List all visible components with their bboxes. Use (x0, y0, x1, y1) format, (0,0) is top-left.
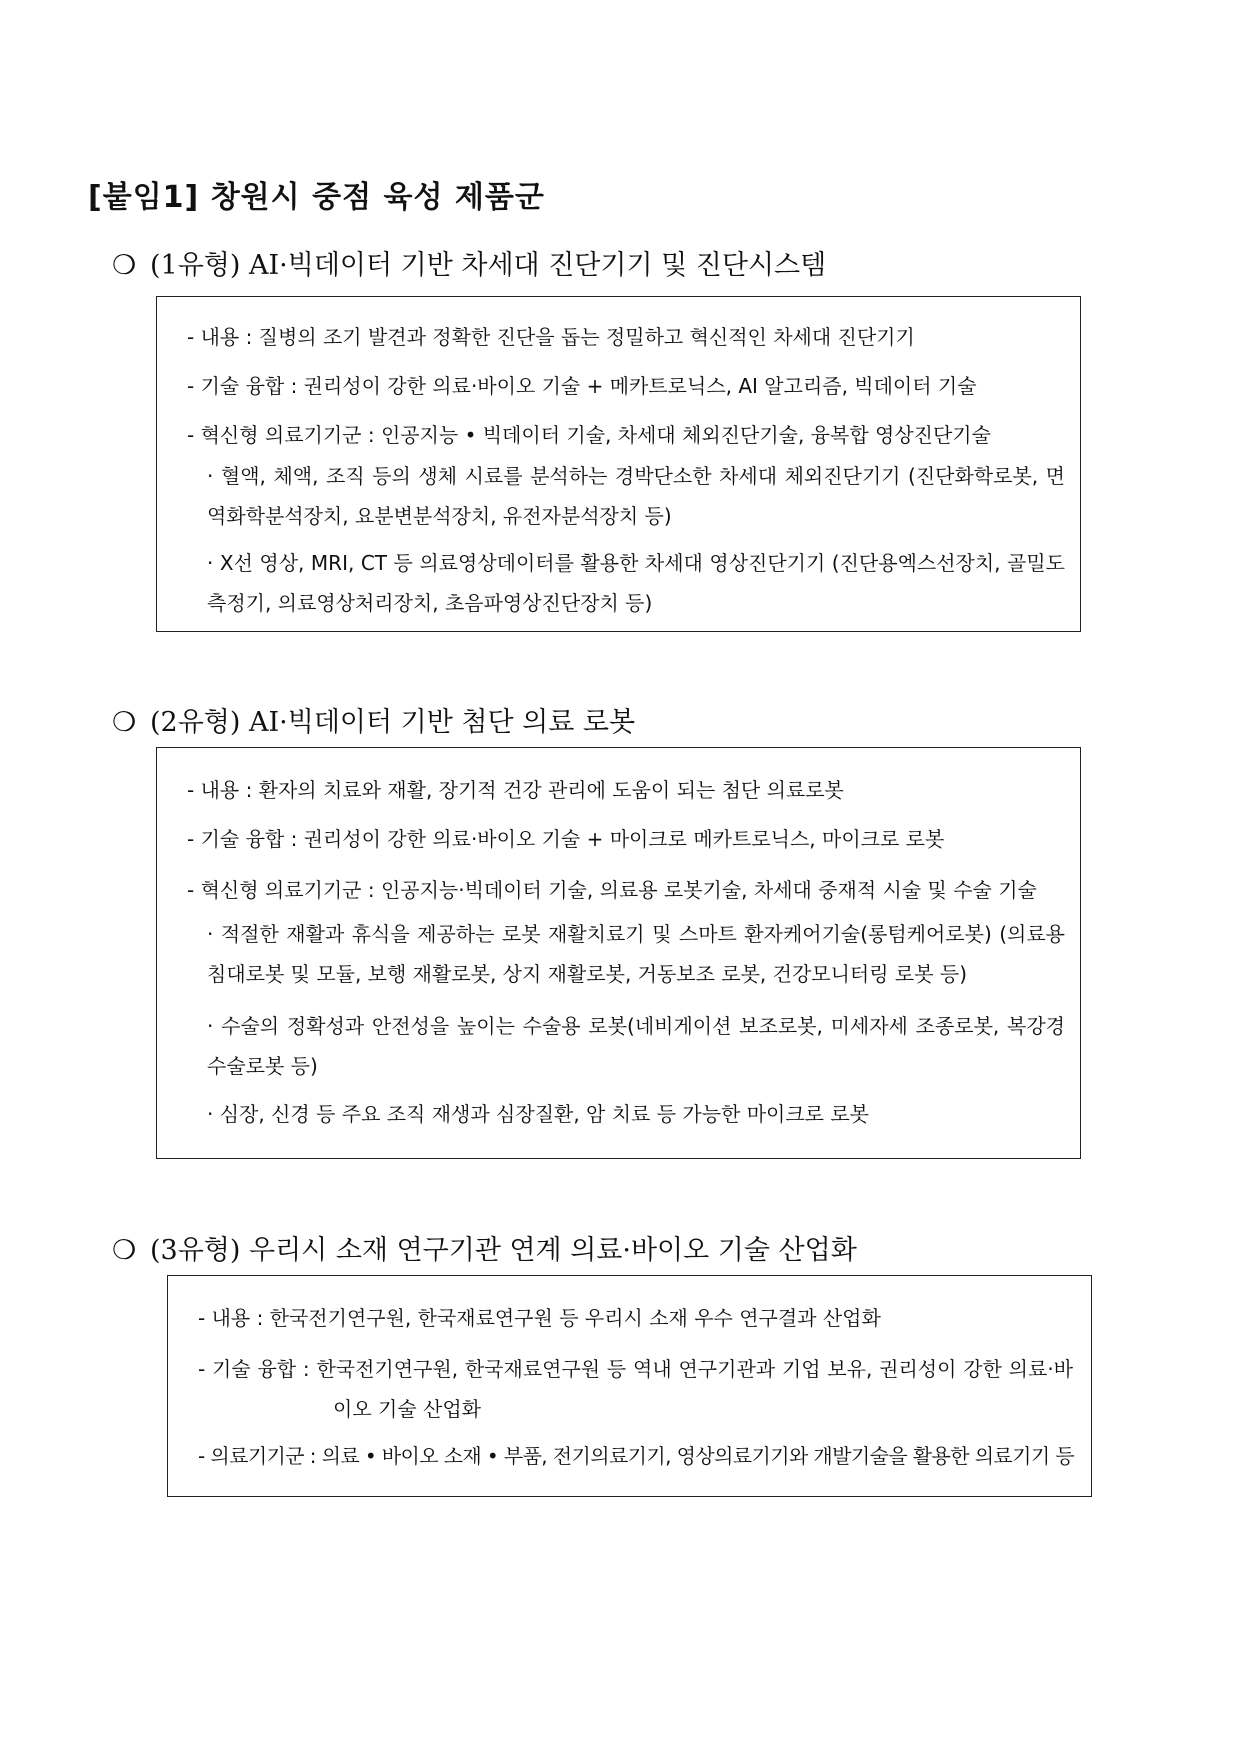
section-heading-1 (112, 243, 826, 282)
list-item: - 내용 : 한국전기연구원, 한국재료연구원 등 우리시 소재 우수 연구결과 산업화 (198, 1306, 881, 1330)
list-item: - 기술 융합 : 권리성이 강한 의료·바이오 기술 + 마이크로 메카트로닉스, 마이크로 로봇 (187, 827, 945, 851)
list-item: · 수술의 정확성과 안전성을 높이는 수술용 로봇(네비게이션 보조로봇, 미세자세 조종로봇, 복강경 수술로봇 등) (207, 1014, 1065, 1078)
list-item: - 기술 융합 : 한국전기연구원, 한국재료연구원 등 역내 연구기관과 기업 보유, 권리성이 강한 의료·바이오 기술 산업화 (198, 1357, 1073, 1421)
section-box-2 (156, 747, 1081, 1159)
section-heading-text: (3유형) 우리시 소재 연구기관 연계 의료·바이오 기술 산업화 (150, 1235, 857, 1266)
list-item: - 의료기기군 : 의료 • 바이오 소재 • 부품, 전기의료기기, 영상의료기기와 개발기술을 활용한 의료기기 등 (198, 1444, 1075, 1468)
circle-bullet-icon: ❍ (112, 707, 137, 738)
list-item: · 적절한 재활과 휴식을 제공하는 로봇 재활치료기 및 스마트 환자케어기술(롱텀케어로봇) (의료용침대로봇 및 모듈, 보행 재활로봇, 상지 재활로봇, 거동보조 로봇, 건강모니터링 로봇 등) (207, 922, 1065, 986)
list-item: - 혁신형 의료기기군 : 인공지능 • 빅데이터 기술, 차세대 체외진단기술, 융복합 영상진단기술 (187, 423, 991, 447)
list-item: · 혈액, 체액, 조직 등의 생체 시료를 분석하는 경박단소한 차세대 체외진단기기 (진단화학로봇, 면역화학분석장치, 요분변분석장치, 유전자분석장치 등) (207, 464, 1065, 528)
list-item: · X선 영상, MRI, CT 등 의료영상데이터를 활용한 차세대 영상진단기기 (진단용엑스선장치, 골밀도측정기, 의료영상처리장치, 초음파영상진단장치 등) (207, 551, 1065, 615)
section-heading-text: (1유형) AI·빅데이터 기반 차세대 진단기기 및 진단시스템 (150, 250, 827, 281)
section-heading-text: (2유형) AI·빅데이터 기반 첨단 의료 로봇 (150, 707, 636, 738)
list-item: - 혁신형 의료기기군 : 인공지능·빅데이터 기술, 의료용 로봇기술, 차세대 중재적 시술 및 수술 기술 (187, 878, 1037, 902)
list-item: - 내용 : 환자의 치료와 재활, 장기적 건강 관리에 도움이 되는 첨단 의료로봇 (187, 778, 844, 802)
circle-bullet-icon: ❍ (112, 1235, 137, 1266)
section-box-3 (167, 1275, 1092, 1497)
list-item: - 기술 융합 : 권리성이 강한 의료·바이오 기술 + 메카트로닉스, AI 알고리즘, 빅데이터 기술 (187, 374, 977, 398)
list-item: · 심장, 신경 등 주요 조직 재생과 심장질환, 암 치료 등 가능한 마이크로 로봇 (207, 1102, 869, 1126)
list-item: - 내용 : 질병의 조기 발견과 정확한 진단을 돕는 정밀하고 혁신적인 차세대 진단기기 (187, 325, 915, 349)
section-heading-2 (112, 700, 635, 739)
section-heading-3 (112, 1228, 857, 1267)
page-title: [붙임1] 창원시 중점 육성 제품군 (88, 180, 545, 215)
section-box-1 (156, 296, 1081, 632)
circle-bullet-icon: ❍ (112, 250, 137, 281)
